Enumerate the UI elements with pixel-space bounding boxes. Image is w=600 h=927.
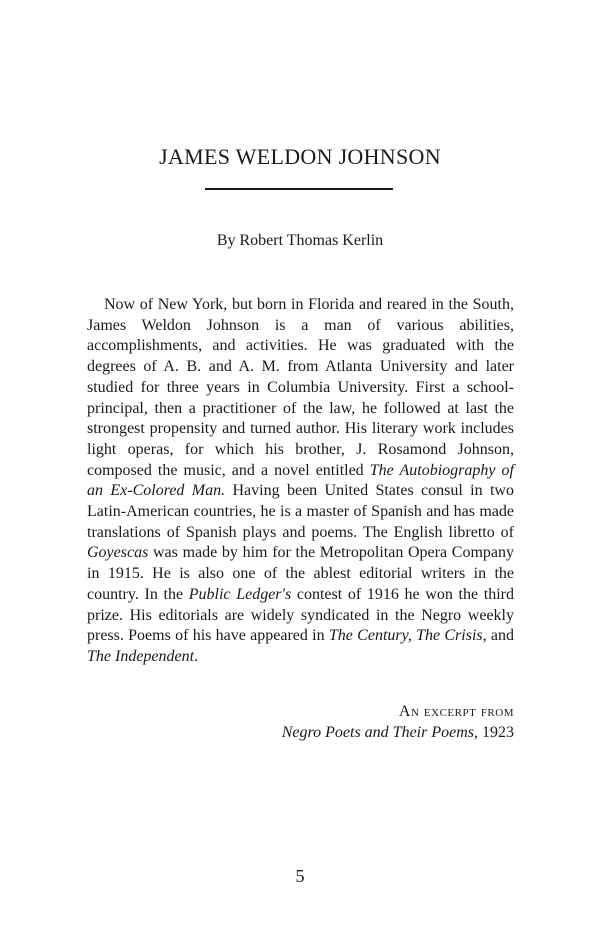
page-number: 5 [295,866,305,886]
body-text-segment: Now of New York, but born in Florida and reared in the South, James Weldon Johnson is a man of various abilities, accomplishments, and activities. He was graduated with the degrees of A. B. and A. M. from Atlanta University and later studied for three years in Columbia University. First a school-principal, then a practitioner of the law, he followed at last the strongest propensity and turned author. His literary work includes light operas, for which his brother, J. Rosamond Johnson, composed the music, and a novel entitled [87,296,514,479]
title-rule [205,188,393,190]
body-text-segment: was made by him for the Metropolitan Opera Company in 1915. He is also one of the ablest editorial writers in the country. In the [87,544,514,603]
source-label: An excerpt from [398,703,514,720]
body-text-segment: contest of 1916 he won the third prize. His editorials are widely syndicated in the Negro weekly press. Poems of his have appeared in [87,585,514,645]
source-year: , 1923 [474,724,514,741]
source-citation [282,722,514,743]
body-paragraph [87,295,514,668]
italic-title-public-ledger: Public Ledger's [188,585,292,603]
italic-title-century-crisis: The Century, The Crisis, [328,627,487,645]
body-text-segment: . [194,647,199,665]
byline: By Robert Thomas Kerlin [216,232,384,249]
italic-title-autobiography: The Autobiography of an Ex-Colored Man. [87,461,515,500]
source-work-title: Negro Poets and Their Poems [281,724,474,741]
italic-title-goyescas: Goyescas [87,544,149,562]
body-text-segment: Having been United States consul in two Latin-American countries, he is a master of Spanish and has made translations of Spanish plays and poems. The English libretto of [87,482,514,541]
chapter-title: JAMES WELDON JOHNSON [159,144,441,169]
source-attribution [282,701,514,743]
body-text-segment: and [486,627,515,645]
italic-title-independent: The Independent [87,647,195,665]
